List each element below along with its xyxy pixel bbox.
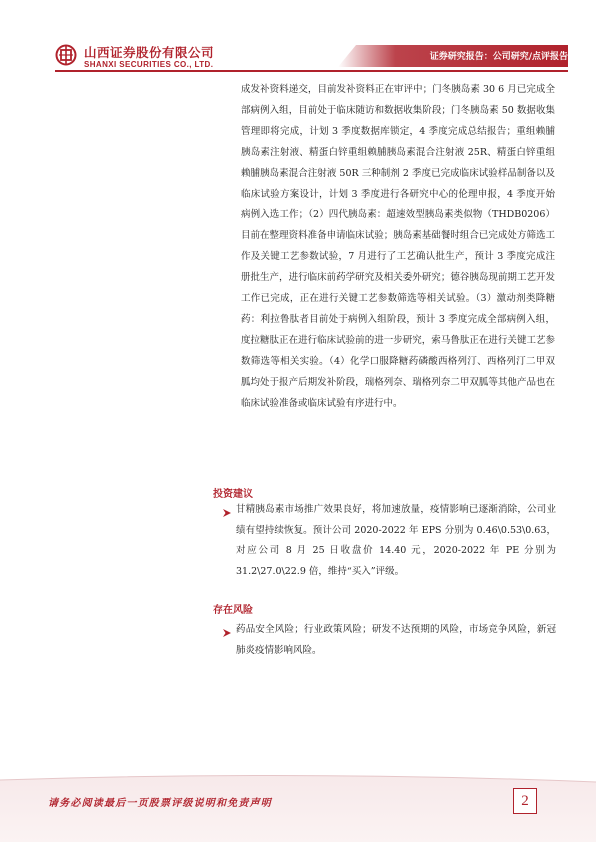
investment-heading: 投资建议 [213, 489, 253, 500]
report-type-label: 证券研究报告：公司研究/点评报告 [429, 52, 568, 62]
company-name-en: SHANXI SECURITIES CO., LTD. [84, 60, 214, 69]
disclaimer-text: 请务必阅读最后一页股票评级说明和免责声明 [48, 798, 272, 809]
arrow-bullet-icon [222, 508, 232, 518]
risk-text: 药品安全风险；行业政策风险；研发不达预期的风险，市场竞争风险，新冠肺炎疫情影响风险。 [236, 624, 556, 656]
page-number: 2 [513, 788, 537, 814]
risk-heading: 存在风险 [213, 605, 253, 616]
company-name-cn: 山西证券股份有限公司 [84, 45, 215, 60]
page-footer [0, 770, 596, 842]
body-paragraph: 成发补资料递交，目前发补资料正在审评中；门冬胰岛素 30 6 月已完成全部病例入组，目前处于临床随访和数据收集阶段；门冬胰岛素 50 数据收集管理即将完成，计划 3 季度数据库锁定，4 季度完成总结报告；重组赖脯胰岛素注射液、精蛋白锌重组赖脯胰岛素混合注射液 25R、精蛋白锌重组赖脯胰岛素混合注射液 50R 三种制剂 2 季度已完成临床试验样品制备以及临床试验方案设计，计划 3 季度进行各研究中心的伦理申报，4 季度开始病例入选工作；（2）四代胰岛素：超速效型胰岛素类似物（THDB0206）目前在整理资料准备申请临床试验；胰岛素基础餐时组合已完成处方筛选工作及关键工艺参数试验，7 月进行了工艺确认批生产，预计 3 季度完成注册批生产，进行临床前药学研究及相关委外研究；德谷胰岛现前期工艺开发工作已完成，正在进行关键工艺参数筛选等相关试验。（3）激动剂类降糖药：利拉鲁肽者目前处于病例入组阶段，预计 3 季度完成全部病例入组，度拉糖肽正在进行临床试验前的进一步研究，索马鲁肽正在进行关键工艺参数筛选等相关实验。（4）化学口服降糖药磷酸西格列汀、西格列汀二甲双胍均处于报产后期发补阶段，瑞格列奈、瑞格列奈二甲双胍等其他产品也在临床试验准备或临床试验有序进行中。 [241, 84, 555, 409]
arrow-bullet-icon [222, 628, 232, 638]
investment-advice-text: 甘精胰岛素市场推广效果良好，将加速放量，疫情影响已逐渐消除，公司业绩有望持续恢复。预计公司 2020-2022 年 EPS 分别为 0.46\0.53\0.63，对应公司 8 月 25 日收盘价 14.40 元，2020-2022 年 PE 分别为 31.2\27.0\22.9 倍，维持“买入”评级。 [236, 504, 556, 577]
